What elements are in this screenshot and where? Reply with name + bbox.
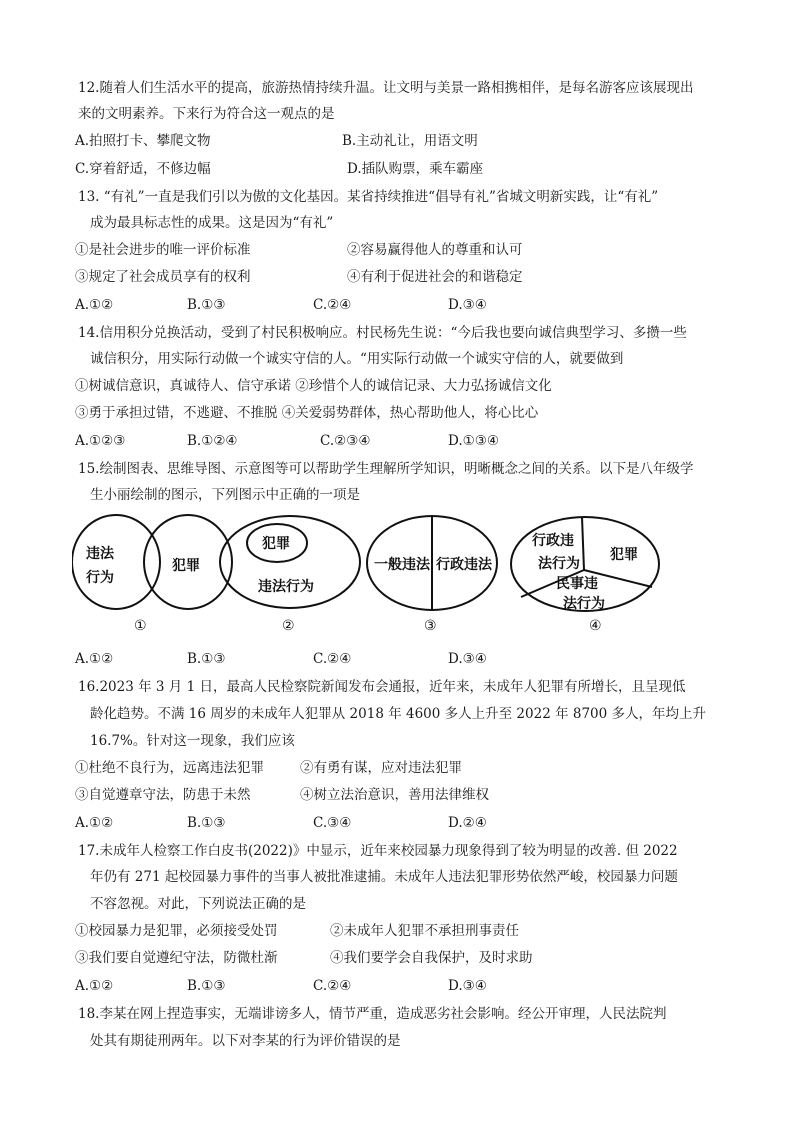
d4-label-b: 犯罪 — [610, 547, 638, 563]
q16-item-1: ①杜绝不良行为，远离违法犯罪 — [75, 760, 264, 776]
d2-number: ② — [282, 618, 295, 634]
d4-label-a1: 行政违 — [532, 533, 574, 549]
d3-left-label: 一般违法 — [374, 557, 430, 573]
d4-label-a2: 法行为 — [538, 556, 580, 572]
d4-label-c2: 法行为 — [563, 596, 605, 612]
q13-option-c: C.②④ — [313, 297, 352, 313]
q16-stem-line3: 16.7%。针对这一现象，我们应该 — [90, 733, 295, 749]
q17-item-4: ④我们要学会自我保护，及时求助 — [330, 950, 533, 966]
q18-stem-line1: 18.李某在网上捏造事实，无端诽谤多人，情节严重，造成恶劣社会影响。经公开审理，人民法院判 — [78, 1006, 667, 1022]
d4-label-c1: 民事违 — [556, 576, 598, 592]
q14-option-c: C.②③④ — [320, 433, 371, 449]
q14-stem-line1: 14.信用积分兑换活动，受到了村民积极响应。村民杨先生说：“今后我也要向诚信典型学习、多攒一些 — [78, 325, 687, 341]
d1-right-label: 犯罪 — [172, 558, 200, 574]
concept-diagrams — [72, 512, 672, 642]
q14-stem-line2: 诚信积分，用实际行动做一个诚实守信的人。“用实际行动做一个诚实守信的人，就要做到 — [90, 351, 624, 367]
q16-stem-line1: 16.2023 年 3 月 1 日，最高人民检察院新闻发布会通报，近年来，未成年人犯罪有所增长，且呈现低 — [78, 679, 686, 695]
d2-inner-label: 犯罪 — [262, 536, 290, 552]
q15-option-a: A.①② — [75, 651, 114, 667]
q14-option-d: D.①③④ — [448, 433, 499, 449]
q12-option-a: A.拍照打卡、攀爬文物 — [75, 133, 211, 149]
q13-item-1: ①是社会进步的唯一评价标准 — [75, 242, 251, 258]
q16-item-2: ②有勇有谋，应对违法犯罪 — [300, 760, 462, 776]
d1-left-label-1: 违法 — [86, 546, 114, 562]
venn-circle-left — [72, 515, 160, 609]
q17-item-1: ①校园暴力是犯罪，必须接受处罚 — [75, 923, 278, 939]
q15-option-d: D.③④ — [448, 651, 487, 667]
q13-option-a: A.①② — [75, 297, 114, 313]
d4-divider-top — [582, 517, 584, 570]
q14-option-b: B.①②④ — [187, 433, 238, 449]
q17-option-a: A.①② — [75, 978, 114, 994]
d3-number: ③ — [424, 618, 437, 634]
q17-option-b: B.①③ — [187, 978, 226, 994]
d1-number: ① — [134, 618, 147, 634]
d4-number: ④ — [589, 618, 602, 634]
q13-item-4: ④有利于促进社会的和谐稳定 — [347, 269, 523, 285]
q15-option-c: C.②④ — [313, 651, 352, 667]
q12-stem-line1: 12.随着人们生活水平的提高，旅游热情持续升温。让文明与美景一路相携相伴，是每名游客应该展现出 — [78, 80, 694, 96]
q12-option-c: C.穿着舒适，不修边幅 — [75, 161, 211, 177]
q18-stem-line2: 处其有期徒刑两年。以下对李某的行为评价错误的是 — [90, 1033, 401, 1049]
q17-option-d: D.③④ — [448, 978, 487, 994]
q13-stem-line1: 13. “有礼”一直是我们引以为傲的文化基因。某省持续推进“倡导有礼”省城文明新实践，让“有礼” — [78, 189, 659, 205]
q16-option-d: D.②④ — [448, 815, 487, 831]
q14-option-a: A.①②③ — [75, 433, 126, 449]
q12-stem-line2: 来的文明素养。下来行为符合这一观点的是 — [78, 106, 335, 122]
q16-item-4: ④树立法治意识，善用法律维权 — [300, 787, 489, 803]
q13-option-d: D.③④ — [448, 297, 487, 313]
q16-option-c: C.③④ — [313, 815, 352, 831]
q12-option-b: B.主动礼让，用语文明 — [342, 133, 478, 149]
q15-option-b: B.①③ — [187, 651, 226, 667]
diagram-1-venn — [72, 515, 232, 609]
q17-item-2: ②未成年人犯罪不承担刑事责任 — [330, 923, 519, 939]
q16-stem-line2: 龄化趋势。不满 16 周岁的未成年人犯罪从 2018 年 4600 多人上升至 2022 年 8700 多人，年均上升 — [90, 706, 707, 722]
q17-stem-line3: 不容忽视。对此，下列说法正确的是 — [90, 896, 306, 912]
q16-item-3: ③自觉遵章守法，防患于未然 — [75, 787, 251, 803]
d2-outer-label: 违法行为 — [258, 579, 314, 595]
q17-item-3: ③我们要自觉遵纪守法，防微杜渐 — [75, 950, 278, 966]
d3-right-label: 行政违法 — [436, 557, 492, 573]
q13-stem-line2: 成为最具标志性的成果。这是因为“有礼” — [90, 215, 334, 231]
q15-stem-line2: 生小丽绘制的图示，下列图示中正确的一项是 — [90, 487, 360, 503]
q14-items-line1: ①树诚信意识，真诚待人、信守承诺 ②珍惜个人的诚信记录、大力弘扬诚信文化 — [75, 378, 552, 394]
q17-stem-line1: 17.未成年人检察工作白皮书(2022)》中显示，近年来校园暴力现象得到了较为明显的改善. 但 2022 — [78, 843, 678, 859]
q17-stem-line2: 年仍有 271 起校园暴力事件的当事人被批准逮捕。未成年人违法犯罪形势依然严峻，校园暴力问题 — [90, 869, 678, 885]
q12-option-d: D.插队购票，乘车霸座 — [347, 161, 484, 177]
q17-option-c: C.②④ — [313, 978, 352, 994]
q16-option-b: B.①③ — [187, 815, 226, 831]
q13-item-3: ③规定了社会成员享有的权利 — [75, 269, 251, 285]
q13-option-b: B.①③ — [187, 297, 226, 313]
d1-left-label-2: 行为 — [86, 570, 114, 586]
q14-items-line2: ③勇于承担过错，不逃避、不推脱 ④关爱弱势群体，热心帮助他人，将心比心 — [75, 405, 539, 421]
q16-option-a: A.①② — [75, 815, 114, 831]
q15-stem-line1: 15.绘制图表、思维导图、示意图等可以帮助学生理解所学知识，明晰概念之间的关系。以下是八年级学 — [78, 461, 694, 477]
q13-item-2: ②容易赢得他人的尊重和认可 — [347, 242, 523, 258]
